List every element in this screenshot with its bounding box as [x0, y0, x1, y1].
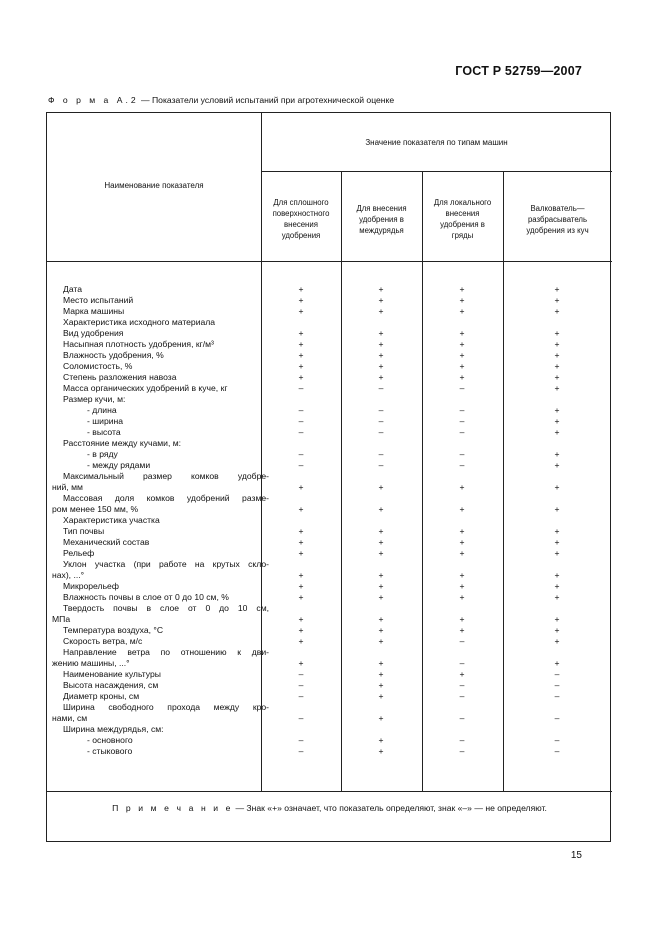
- indicator-label: Размер кучи, м:: [63, 394, 126, 404]
- table-row: [47, 284, 612, 295]
- form-title: [48, 95, 394, 105]
- value-cell: –: [459, 691, 465, 701]
- value-cell: +: [378, 735, 384, 745]
- column-header-2: [341, 195, 422, 243]
- value-cell: –: [554, 735, 560, 745]
- column-header-line: Для локального: [433, 198, 492, 207]
- value-cell: +: [554, 548, 560, 558]
- value-cell: –: [378, 449, 384, 459]
- table-row: [47, 482, 612, 493]
- value-cell: +: [459, 581, 465, 591]
- value-cell: +: [459, 372, 465, 382]
- table-row: [47, 471, 612, 482]
- indicator-label: Степень разложения навоза: [63, 372, 177, 382]
- value-cell: –: [298, 383, 304, 393]
- value-cell: +: [298, 504, 304, 514]
- value-cell: +: [554, 537, 560, 547]
- indicator-label: Скорость ветра, м/с: [63, 636, 143, 646]
- indicator-label: Максимальный размер комков удобре-: [63, 471, 269, 481]
- value-cell: +: [459, 625, 465, 635]
- column-header-line: удобрения в: [359, 214, 404, 224]
- indicator-label: Влажность почвы в слое от 0 до 10 см, %: [63, 592, 229, 602]
- indicator-label: Высота насаждения, см: [63, 680, 159, 690]
- value-cell: +: [298, 548, 304, 558]
- value-cell: +: [378, 669, 384, 679]
- table-row: [47, 724, 612, 735]
- value-cell: +: [459, 526, 465, 536]
- value-cell: –: [554, 691, 560, 701]
- value-cell: +: [378, 548, 384, 558]
- value-cell: –: [459, 383, 465, 393]
- column-header-4: [503, 195, 612, 243]
- column-header-line: удобрения: [281, 231, 321, 240]
- indicator-label: Уклон участка (при работе на крутых скло-: [63, 559, 269, 569]
- value-cell: +: [378, 306, 384, 316]
- indicator-label: Расстояние между кучами, м:: [63, 438, 182, 448]
- value-cell: +: [459, 537, 465, 547]
- value-cell: +: [459, 295, 465, 305]
- value-cell: +: [298, 658, 304, 668]
- value-cell: +: [298, 570, 304, 580]
- value-cell: –: [459, 427, 465, 437]
- table-row: [47, 526, 612, 537]
- indicators-table: [46, 112, 611, 842]
- table-row: [47, 636, 612, 647]
- value-cell: +: [298, 350, 304, 360]
- indicator-label: - стыкового: [87, 746, 133, 756]
- value-cell: +: [554, 504, 560, 514]
- value-cell: +: [378, 328, 384, 338]
- note-text: — Знак «+» означает, что показатель определяют, знак «–» — не определяют.: [233, 803, 547, 813]
- table-row: [47, 581, 612, 592]
- value-cell: +: [554, 328, 560, 338]
- value-cell: +: [459, 614, 465, 624]
- column-header-line: Валкователь—: [530, 203, 585, 213]
- table-row: [47, 614, 612, 625]
- table-row: [47, 493, 612, 504]
- value-cell: +: [298, 361, 304, 371]
- value-cell: –: [378, 416, 384, 426]
- value-cell: +: [378, 680, 384, 690]
- value-cell: +: [298, 339, 304, 349]
- value-cell: +: [298, 295, 304, 305]
- indicator-label: Диаметр кроны, см: [63, 691, 140, 701]
- value-cell: +: [554, 306, 560, 316]
- table-row: [47, 328, 612, 339]
- column-header-line: удобрения в: [440, 220, 485, 229]
- value-cell: –: [459, 680, 465, 690]
- indicator-label: Направление ветра по отношению к дви-: [63, 647, 269, 657]
- table-row: [47, 515, 612, 526]
- indicator-label: нах), ...°: [52, 570, 85, 580]
- column-header-3: [422, 195, 503, 243]
- value-cell: –: [459, 658, 465, 668]
- document-code: ГОСТ Р 52759—2007: [455, 64, 582, 78]
- table-row: [47, 295, 612, 306]
- indicator-label: Ширина междурядья, см:: [63, 724, 164, 734]
- value-cell: +: [378, 691, 384, 701]
- value-cell: +: [378, 361, 384, 371]
- indicator-label: нами, см: [52, 713, 88, 723]
- value-cell: +: [378, 614, 384, 624]
- value-cell: +: [554, 449, 560, 459]
- value-cell: –: [554, 746, 560, 756]
- value-cell: +: [298, 614, 304, 624]
- value-cell: –: [378, 460, 384, 470]
- indicator-label: жению машины, ...°: [52, 658, 130, 668]
- table-row: [47, 449, 612, 460]
- column-header-line: гряды: [451, 231, 474, 240]
- value-cell: +: [554, 570, 560, 580]
- indicator-label: - ширина: [87, 416, 124, 426]
- table-row: [47, 504, 612, 515]
- table-row: [47, 548, 612, 559]
- value-cell: +: [554, 383, 560, 393]
- table-row: [47, 570, 612, 581]
- table-row: [47, 438, 612, 449]
- value-cell: –: [298, 669, 304, 679]
- indicator-label: ром менее 150 мм, %: [52, 504, 139, 514]
- value-cell: –: [298, 680, 304, 690]
- indicator-label: Место испытаний: [63, 295, 134, 305]
- value-cell: +: [378, 295, 384, 305]
- value-cell: +: [459, 504, 465, 514]
- table-row: [47, 383, 612, 394]
- value-cell: +: [554, 350, 560, 360]
- value-cell: –: [298, 416, 304, 426]
- value-cell: –: [554, 680, 560, 690]
- indicator-label: Механический состав: [63, 537, 150, 547]
- table-row: [47, 603, 612, 614]
- column-header-line: разбрасыватель: [527, 214, 588, 224]
- value-cell: –: [378, 383, 384, 393]
- indicator-name-header: Наименование показателя: [104, 181, 204, 190]
- table-row: [47, 680, 612, 691]
- column-header-line: удобрения из куч: [526, 225, 589, 235]
- table-row: [47, 592, 612, 603]
- value-cell: –: [298, 460, 304, 470]
- indicator-label: Масса органических удобрений в куче, кг: [63, 383, 228, 393]
- value-cell: +: [298, 537, 304, 547]
- value-cell: +: [554, 625, 560, 635]
- value-cell: +: [554, 284, 560, 294]
- column-header-line: поверхностного: [272, 209, 330, 218]
- table-row: [47, 339, 612, 350]
- group-header-line: [261, 171, 612, 172]
- column-header-line: внесения: [445, 209, 480, 218]
- value-cell: +: [298, 526, 304, 536]
- value-cell: –: [298, 449, 304, 459]
- value-cell: +: [378, 350, 384, 360]
- value-cell: –: [554, 713, 560, 723]
- value-cell: –: [554, 669, 560, 679]
- value-cell: +: [554, 361, 560, 371]
- indicator-label: Массовая доля комков удобрений разме-: [63, 493, 269, 503]
- table-row: [47, 416, 612, 427]
- indicator-label: - в ряду: [87, 449, 118, 459]
- indicator-label: Тип почвы: [63, 526, 105, 536]
- indicator-label: Температура воздуха, °С: [63, 625, 164, 635]
- table-row: [47, 427, 612, 438]
- table-row: [47, 361, 612, 372]
- value-cell: –: [298, 405, 304, 415]
- value-cell: –: [298, 735, 304, 745]
- value-cell: +: [459, 339, 465, 349]
- value-cell: +: [298, 284, 304, 294]
- column-header-line: междурядья: [359, 225, 404, 235]
- value-cell: +: [554, 295, 560, 305]
- column-header-line: Для сплошного: [273, 198, 329, 207]
- value-cell: +: [378, 636, 384, 646]
- indicator-label: Рельеф: [63, 548, 95, 558]
- value-cell: +: [378, 284, 384, 294]
- value-cell: –: [459, 636, 465, 646]
- indicator-label: ний, мм: [52, 482, 83, 492]
- table-row: [47, 306, 612, 317]
- indicator-label: Наименование культуры: [63, 669, 161, 679]
- value-cell: +: [554, 614, 560, 624]
- table-row: [47, 405, 612, 416]
- value-cell: +: [378, 482, 384, 492]
- value-cell: +: [554, 427, 560, 437]
- value-cell: +: [378, 713, 384, 723]
- column-header-line: Для внесения: [356, 203, 407, 213]
- value-cell: +: [554, 581, 560, 591]
- indicator-label: Характеристика участка: [63, 515, 160, 525]
- value-cell: +: [554, 592, 560, 602]
- value-cell: +: [554, 658, 560, 668]
- value-cell: +: [554, 526, 560, 536]
- value-cell: +: [554, 416, 560, 426]
- value-cell: +: [459, 350, 465, 360]
- value-cell: +: [378, 592, 384, 602]
- value-cell: –: [459, 416, 465, 426]
- value-cell: –: [459, 746, 465, 756]
- indicator-label: Ширина свободного прохода между кро-: [63, 702, 269, 712]
- value-cell: –: [459, 735, 465, 745]
- value-cell: +: [459, 361, 465, 371]
- table-row: [47, 746, 612, 757]
- value-cell: +: [298, 372, 304, 382]
- value-cell: +: [554, 405, 560, 415]
- value-cell: +: [378, 339, 384, 349]
- form-title-text: — Показатели условий испытаний при агротехнической оценке: [138, 95, 395, 105]
- value-cell: +: [554, 339, 560, 349]
- indicator-label: Соломистость, %: [63, 361, 133, 371]
- table-row: [47, 647, 612, 658]
- table-row: [47, 713, 612, 724]
- indicator-label: Характеристика исходного материала: [63, 317, 216, 327]
- table-row: [47, 350, 612, 361]
- value-cell: +: [459, 548, 465, 558]
- header-bottom-line: [47, 261, 612, 262]
- indicator-label: - между рядами: [87, 460, 151, 470]
- indicator-label: МПа: [52, 614, 71, 624]
- value-cell: –: [459, 460, 465, 470]
- indicator-label: - длина: [87, 405, 117, 415]
- value-cell: +: [459, 669, 465, 679]
- table-row: [47, 625, 612, 636]
- table-row: [47, 317, 612, 328]
- value-cell: –: [298, 691, 304, 701]
- value-cell: +: [554, 372, 560, 382]
- value-cell: –: [459, 405, 465, 415]
- value-cell: +: [298, 581, 304, 591]
- indicator-label: Влажность удобрения, %: [63, 350, 164, 360]
- value-cell: –: [298, 713, 304, 723]
- value-cell: +: [378, 625, 384, 635]
- indicator-label: Вид удобрения: [63, 328, 124, 338]
- value-cell: +: [459, 306, 465, 316]
- indicator-label: - основного: [87, 735, 133, 745]
- value-cell: +: [459, 570, 465, 580]
- value-cell: +: [459, 592, 465, 602]
- table-row: [47, 372, 612, 383]
- value-cell: –: [378, 427, 384, 437]
- note-separator-line: [47, 791, 612, 792]
- value-cell: +: [378, 581, 384, 591]
- indicator-label: Насыпная плотность удобрения, кг/м³: [63, 339, 214, 349]
- value-cell: +: [298, 636, 304, 646]
- table-row: [47, 460, 612, 471]
- value-cell: +: [298, 625, 304, 635]
- table-row: [47, 537, 612, 548]
- value-cell: –: [459, 713, 465, 723]
- form-label: Ф о р м а А.2: [48, 95, 139, 105]
- indicator-label: - высота: [87, 427, 121, 437]
- table-row: [47, 702, 612, 713]
- value-cell: +: [298, 306, 304, 316]
- value-cell: +: [378, 570, 384, 580]
- value-cell: +: [378, 537, 384, 547]
- value-cell: +: [298, 592, 304, 602]
- page-number: 15: [570, 850, 582, 861]
- table-row: [47, 691, 612, 702]
- value-cell: +: [554, 482, 560, 492]
- value-cell: +: [378, 658, 384, 668]
- value-cell: –: [298, 746, 304, 756]
- value-cell: +: [298, 328, 304, 338]
- value-cell: +: [378, 526, 384, 536]
- value-cell: +: [554, 460, 560, 470]
- value-cell: –: [378, 405, 384, 415]
- table-row: [47, 735, 612, 746]
- indicator-label: Марка машины: [63, 306, 125, 316]
- table-row: [47, 669, 612, 680]
- value-cell: +: [378, 504, 384, 514]
- table-note: [47, 803, 612, 813]
- value-cell: –: [459, 449, 465, 459]
- column-header-1: [261, 195, 341, 243]
- table-row: [47, 658, 612, 669]
- note-label: П р и м е ч а н и е: [112, 803, 234, 813]
- value-cell: +: [459, 482, 465, 492]
- value-cell: +: [378, 372, 384, 382]
- indicator-label: Микрорельеф: [63, 581, 119, 591]
- value-cell: +: [378, 746, 384, 756]
- column-header-line: внесения: [284, 220, 318, 229]
- indicator-label: Дата: [63, 284, 83, 294]
- table-row: [47, 559, 612, 570]
- value-cell: –: [298, 427, 304, 437]
- value-cell: +: [298, 482, 304, 492]
- indicator-label: Твердость почвы в слое от 0 до 10 см,: [63, 603, 269, 613]
- machine-types-header: Значение показателя по типам машин: [365, 138, 508, 147]
- value-cell: +: [459, 328, 465, 338]
- value-cell: +: [554, 636, 560, 646]
- table-row: [47, 394, 612, 405]
- value-cell: +: [459, 284, 465, 294]
